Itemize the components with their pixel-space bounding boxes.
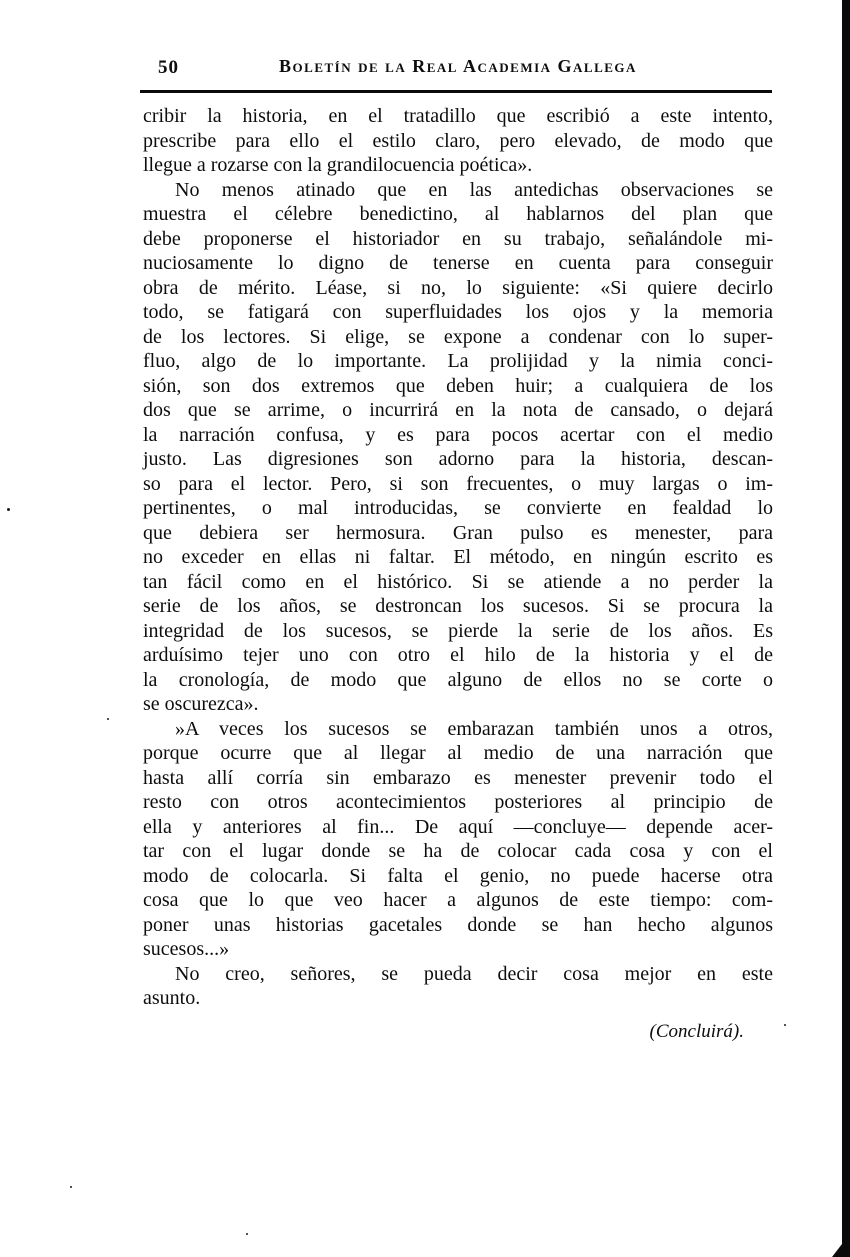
text-line: la cronología, de modo que alguno de ellos no se corte o	[143, 668, 773, 691]
scan-speckle	[107, 718, 109, 720]
text-line: serie de los años, se destroncan los sucesos. Si se procura la	[143, 595, 773, 617]
text-line: »A veces los sucesos se embarazan también unos a otros,	[175, 717, 773, 740]
text-line: de los lectores. Si elige, se expone a condenar con lo super-	[143, 325, 773, 348]
text-line: so para el lector. Pero, si son frecuentes, o muy largas o im-	[143, 472, 773, 495]
text-line: cribir la historia, en el tratadillo que escribió a este intento,	[143, 105, 773, 127]
text-line: tar con el lugar donde se ha de colocar cada cosa y con el	[143, 840, 773, 862]
text-line: cosa que lo que veo hacer a algunos de este tiempo: com-	[143, 889, 773, 911]
text-line: todo, se fatigará con superfluidades los ojos y la memoria	[143, 301, 773, 323]
paragraph-benedictino	[143, 178, 773, 717]
text-line: sión, son dos extremos que deben huir; a cualquiera de los	[143, 374, 773, 397]
scan-edge-corner	[832, 1244, 842, 1257]
text-line: fluo, algo de lo importante. La prolijidad y la nimia conci-	[143, 350, 773, 372]
text-line: sucesos...»	[143, 938, 230, 960]
text-line: muestra el célebre benedictino, al hablarnos del plan que	[143, 203, 773, 225]
scan-speckle	[7, 508, 10, 511]
paragraph-sucesos	[143, 717, 773, 962]
to-be-continued-note: (Concluirá).	[649, 1021, 744, 1042]
text-line: porque ocurre que al llegar al medio de una narración que	[143, 742, 773, 764]
text-line: debe proponerse el historiador en su trabajo, señalándole mi-	[143, 227, 773, 250]
text-line: justo. Las digresiones son adorno para la historia, descan-	[143, 448, 773, 470]
text-line: prescribe para ello el estilo claro, pero elevado, de modo que	[143, 129, 773, 152]
text-line: se oscurezca».	[143, 693, 259, 715]
text-line: No menos atinado que en las antedichas observaciones se	[175, 178, 773, 201]
text-line: asunto.	[143, 987, 201, 1009]
scan-speckle	[784, 1024, 786, 1026]
text-line: resto con otros acontecimientos posteriores al principio de	[143, 791, 773, 813]
text-line: pertinentes, o mal introducidas, se convierte en fealdad lo	[143, 497, 773, 519]
text-line: hasta allí corría sin embarazo es menester prevenir todo el	[143, 766, 773, 789]
text-line: que debiera ser hermosura. Gran pulso es menester, para	[143, 521, 773, 544]
text-line: no exceder en ellas ni faltar. El método, en ningún escrito es	[143, 546, 773, 568]
body-text-column	[143, 104, 773, 1011]
header-rule	[140, 90, 772, 93]
text-line: ella y anteriores al fin... De aquí —concluye— depende acer-	[143, 815, 773, 838]
text-line: No creo, señores, se pueda decir cosa mejor en este	[175, 962, 773, 985]
text-line: arduísimo tejer uno con otro el hilo de la historia y el de	[143, 644, 773, 666]
paragraph-closing	[143, 962, 773, 1011]
scan-speckle	[246, 1233, 248, 1235]
journal-header-title: Boletín de la Real Academia Gallega	[279, 56, 637, 76]
page-number: 50	[158, 57, 179, 78]
scan-edge-band	[842, 0, 850, 1257]
text-line: nuciosamente lo digno de tenerse en cuenta para conseguir	[143, 252, 773, 274]
text-line: poner unas historias gacetales donde se han hecho algunos	[143, 913, 773, 936]
scan-speckle	[70, 1186, 72, 1188]
text-line: llegue a rozarse con la grandilocuencia poética».	[143, 154, 533, 176]
text-line: tan fácil como en el histórico. Si se atiende a no perder la	[143, 570, 773, 593]
text-line: integridad de los sucesos, se pierde la serie de los años. Es	[143, 619, 773, 642]
text-line: dos que se arrime, o incurrirá en la nota de cansado, o dejará	[143, 399, 773, 421]
text-line: la narración confusa, y es para pocos acertar con el medio	[143, 423, 773, 446]
text-line: obra de mérito. Léase, si no, lo siguiente: «Si quiere decirlo	[143, 276, 773, 299]
text-line: modo de colocarla. Si falta el genio, no puede hacerse otra	[143, 864, 773, 887]
paragraph-continuation	[143, 104, 773, 178]
